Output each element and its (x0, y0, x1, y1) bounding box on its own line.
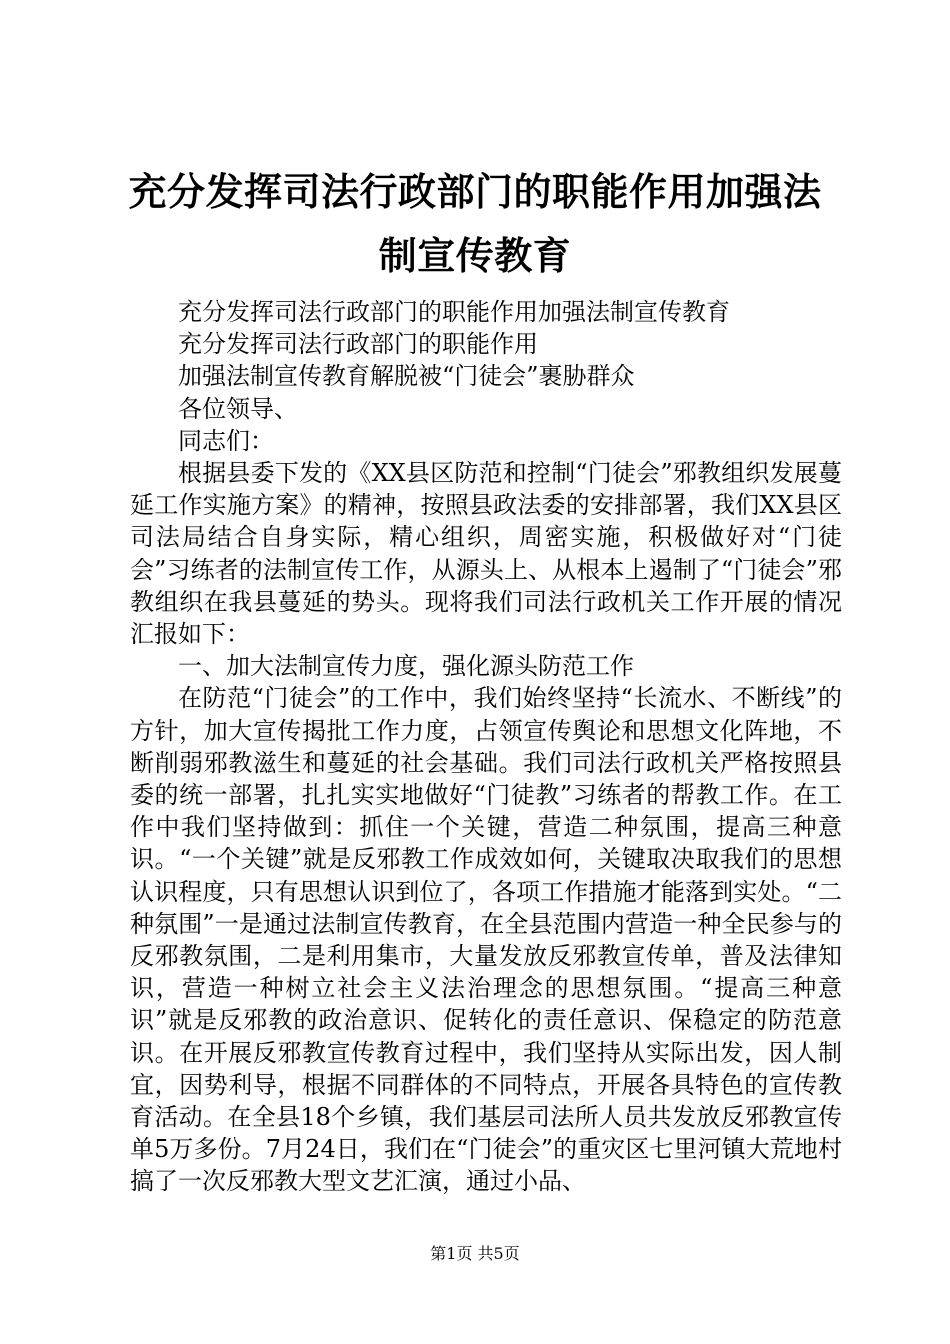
paragraph: 加强法制宣传教育解脱被“门徒会”裹胁群众 (178, 362, 635, 391)
paragraph: 各位领导、 (178, 394, 298, 423)
document-body (130, 296, 842, 1198)
paragraph: 在防范“门徒会”的工作中，我们始终坚持“长流水、不断线”的方针，加大宣传揭批工作力度，占领宣传舆论和思想文化阵地，不断削弱邪教滋生和蔓延的社会基础。我们司法行政机关严格按照县委的统一部署，扎扎实实地做好“门徒教”习练者的帮教工作。在工作中我们坚持做到：抓住一个关键，营造二种氛围，提高三种意识。“一个关键”就是反邪教工作成效如何，关键取决取我们的思想认识程度，只有思想认识到位了，各项工作措施才能落到实处。“二种氛围”一是通过法制宣传教育，在全县范围内营造一种全民参与的反邪教氛围，二是利用集市，大量发放反邪教宣传单，普及法律知识，营造一种树立社会主义法治理念的思想氛围。“提高三种意识”就是反邪教的政治意识、促转化的责任意识、保稳定的防范意识。在开展反邪教宣传教育过程中，我们坚持从实际出发，因人制宜，因势利导，根据不同群体的不同特点，开展各具特色的宣传教育活动。在全县18个乡镇，我们基层司法所人员共发放反邪教宣传单5万多份。7月24日，我们在“门徒会”的重灾区七里河镇大荒地村搞了一次反邪教大型文艺汇演，通过小品、 (130, 684, 842, 1196)
paragraph: 根据县委下发的《XX县区防范和控制“门徒会”邪教组织发展蔓延工作实施方案》的精神，按照县政法委的安排部署，我们XX县区司法局结合自身实际，精心组织，周密实施，积极做好对“门徒会”习练者的法制宣传工作，从源头上、从根本上遏制了“门徒会”邪教组织在我县蔓延的势头。现将我们司法行政机关工作开展的情况汇报如下： (130, 459, 842, 649)
section-heading: 一、加大法制宣传力度，强化源头防范工作 (178, 652, 634, 681)
paragraph: 同志们： (178, 426, 274, 455)
paragraph: 充分发挥司法行政部门的职能作用加强法制宣传教育 (178, 298, 730, 326)
page-footer: 第1页 共5页 (430, 1244, 520, 1263)
paragraph: 充分发挥司法行政部门的职能作用 (178, 330, 538, 359)
document-title: 充分发挥司法行政部门的职能作用加强法制宣传教育 (128, 169, 822, 278)
